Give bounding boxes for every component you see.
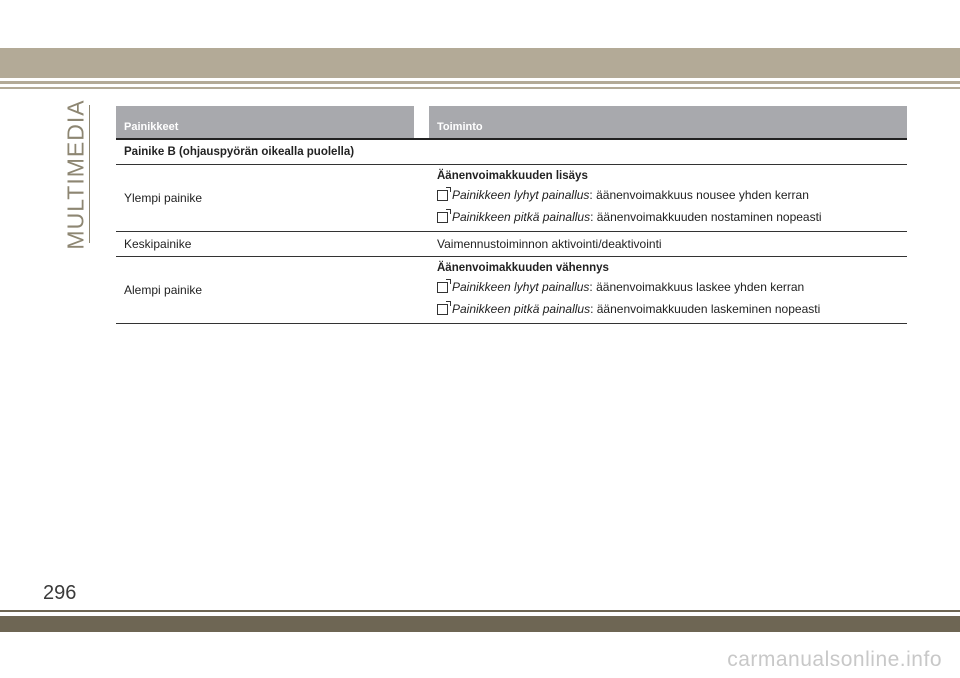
- checkbox-bullet-icon: [437, 304, 448, 315]
- function-heading: Äänenvoimakkuuden lisäys: [437, 170, 588, 182]
- button-cell: Ylempi painike: [124, 191, 203, 205]
- list-item: Painikkeen pitkä painallus : äänenvoimakkuuden laskeminen nopeasti: [437, 302, 907, 316]
- function-heading: Äänenvoimakkuuden vähennys: [437, 262, 609, 274]
- table-header: [116, 106, 907, 138]
- function-cell: Vaimennustoiminnon aktivointi/deaktivointi: [437, 237, 662, 251]
- list-item: Painikkeen pitkä painallus : äänenvoimakkuuden nostaminen nopeasti: [437, 210, 907, 224]
- table-row: [116, 257, 907, 324]
- footer-band: [0, 616, 960, 632]
- function-cell: [429, 165, 907, 231]
- checkbox-bullet-icon: [437, 282, 448, 293]
- function-cell: [429, 257, 907, 323]
- table-row: [116, 165, 907, 232]
- header-buttons: Painikkeet: [116, 106, 414, 138]
- footer-rule: [0, 610, 960, 612]
- header-rule: [0, 81, 960, 84]
- checkbox-bullet-icon: [437, 190, 448, 201]
- watermark: carmanualsonline.info: [727, 648, 942, 671]
- header-function: Toiminto: [429, 106, 907, 138]
- buttons-table: [116, 106, 907, 324]
- button-cell: Keskipainike: [124, 237, 192, 251]
- section-side-label: MULTIMEDIA: [62, 98, 89, 250]
- checkbox-bullet-icon: [437, 212, 448, 223]
- side-label-rule: [89, 105, 90, 243]
- table-row: [116, 232, 907, 257]
- header-rule-thin: [0, 87, 960, 89]
- list-item: Painikkeen lyhyt painallus : äänenvoimakkuus nousee yhden kerran: [437, 188, 907, 202]
- button-cell: Alempi painike: [124, 283, 203, 297]
- page-number: 296: [43, 582, 77, 604]
- table-section-row: Painike B (ohjauspyörän oikealla puolella): [116, 140, 907, 165]
- list-item: Painikkeen lyhyt painallus : äänenvoimakkuus laskee yhden kerran: [437, 280, 907, 294]
- header-band: [0, 48, 960, 78]
